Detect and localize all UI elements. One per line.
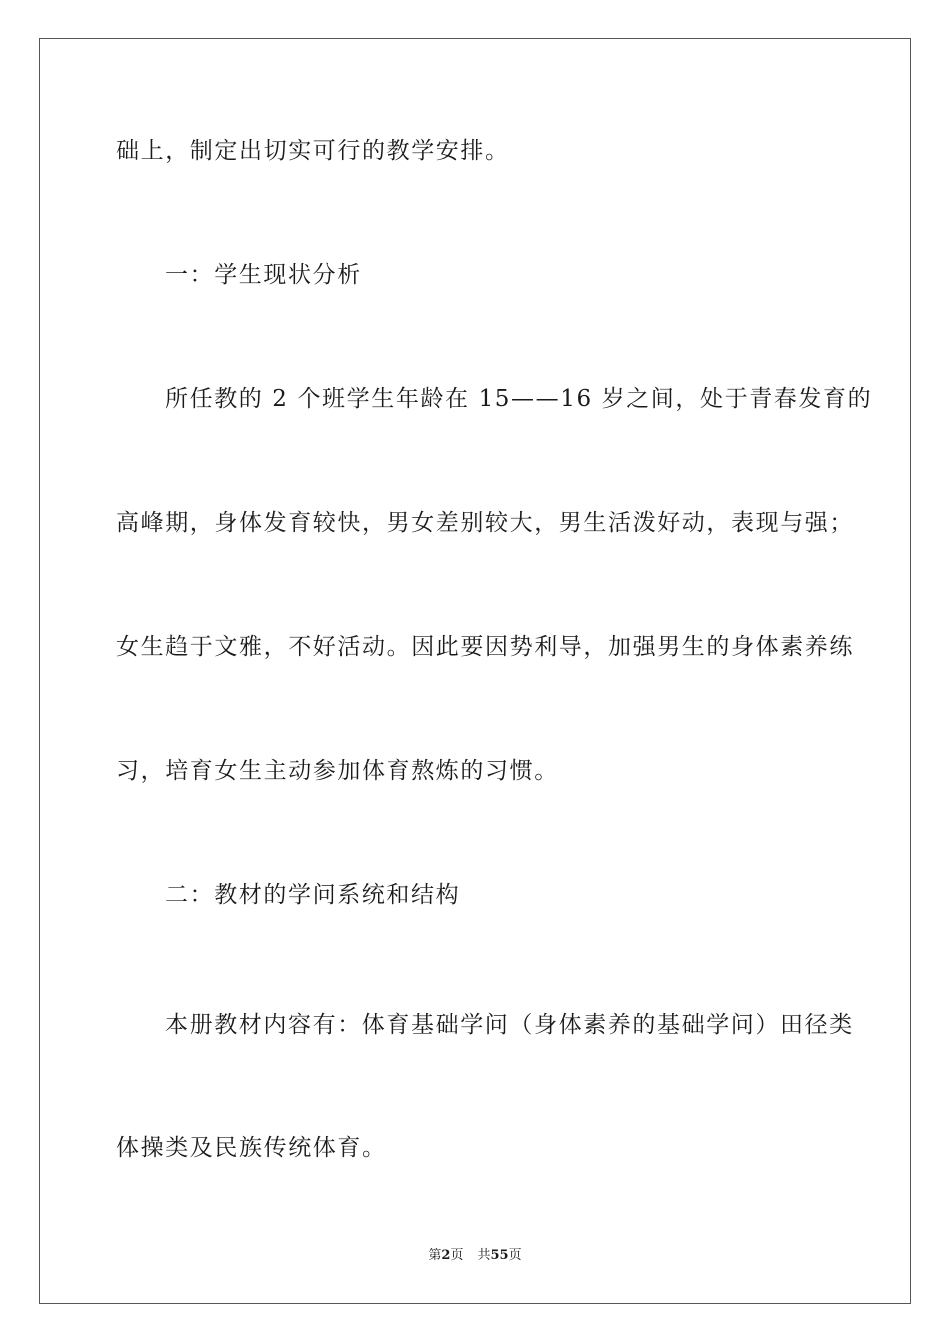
paragraph-line-4: 女生趋于文雅，不好活动。因此要因势利导，加强男生的身体素养练 [116, 634, 854, 660]
page-footer [0, 1247, 950, 1265]
paragraph-line-2: 所任教的 2 个班学生年龄在 15——16 岁之间，处于青春发育的 [165, 386, 873, 412]
page-prefix: 第 [428, 1248, 442, 1263]
paragraph-line-1: 础上，制定出切实可行的教学安排。 [116, 138, 510, 164]
total-prefix: 共 [477, 1248, 491, 1263]
section-heading-student-analysis: 一：学生现状分析 [165, 262, 362, 288]
paragraph-line-7: 体操类及民族传统体育。 [116, 1135, 387, 1161]
total-suffix: 页 [508, 1248, 522, 1263]
total-pages: 55 [490, 1248, 509, 1263]
page-number: 2 [441, 1248, 451, 1263]
page-suffix: 页 [450, 1248, 464, 1263]
paragraph-line-5: 习，培育女生主动参加体育熬炼的习惯。 [116, 758, 559, 784]
section-heading-textbook-structure: 二：教材的学问系统和结构 [165, 882, 461, 908]
paragraph-line-6: 本册教材内容有：体育基础学问（身体素养的基础学问）田径类 [165, 1012, 854, 1038]
page-border [39, 38, 911, 1304]
paragraph-line-3: 高峰期，身体发育较快，男女差别较大，男生活泼好动，表现与强； [116, 510, 854, 536]
